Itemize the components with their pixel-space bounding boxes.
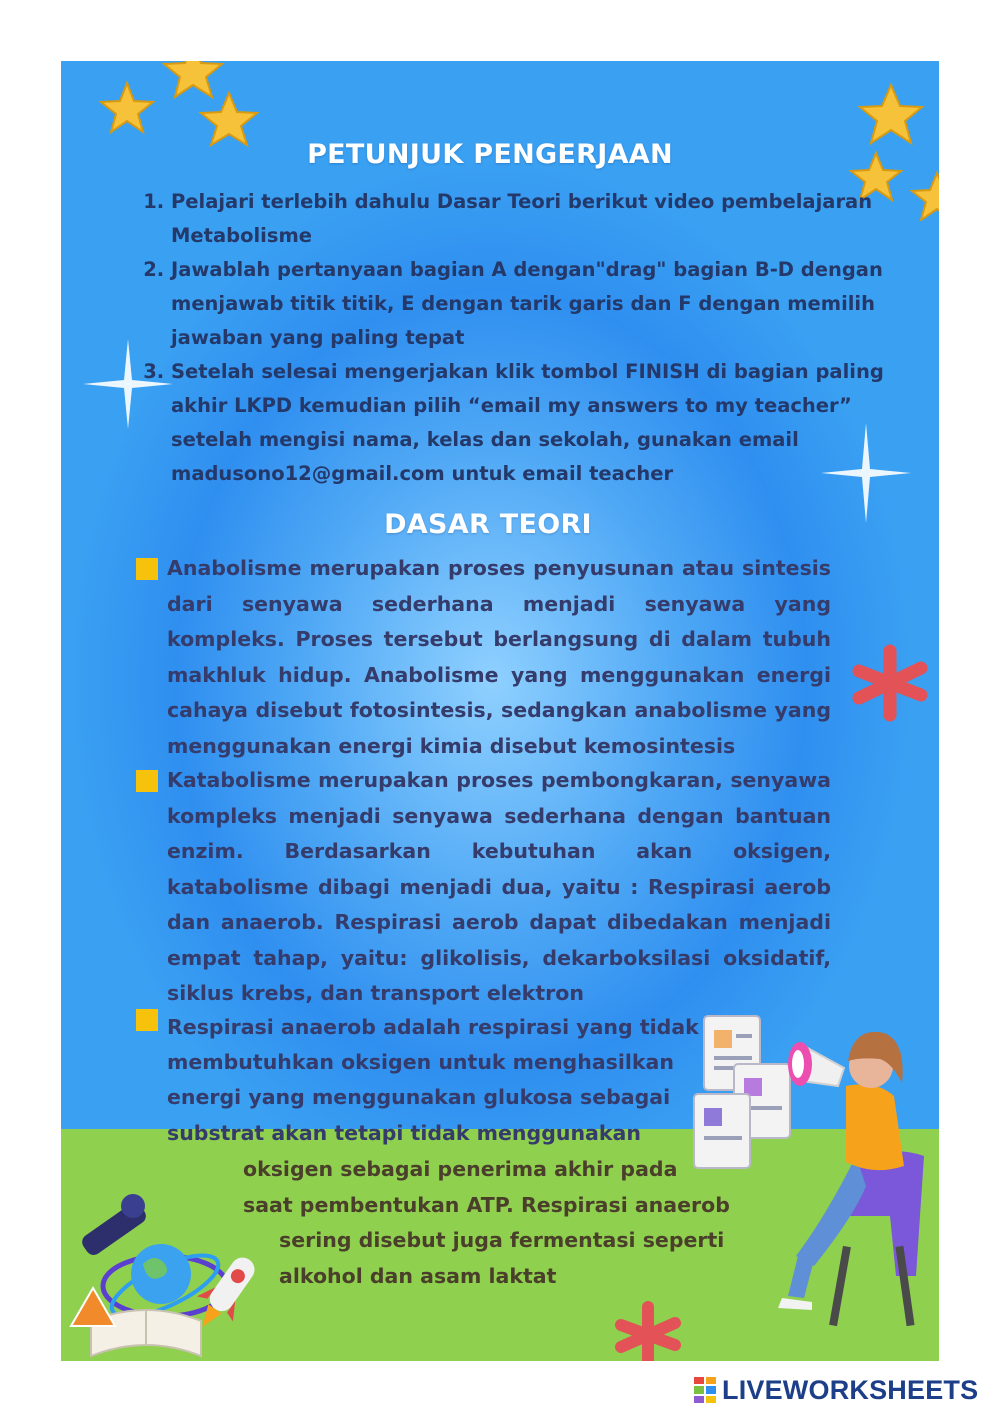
teacher-megaphone-illustration — [686, 1006, 939, 1361]
liveworksheets-logo[interactable] — [694, 1374, 978, 1406]
paragraph-anabolisme: Anabolisme merupakan proses penyusunan atau sintesis dari senyawa sederhana menjadi senyawa yang kompleks. Proses tersebut berlangsung di dalam tubuh makhluk hidup. Anabolisme yang menggunakan energi cahaya disebut fotosintesis, sedangkan anabolisme yang menggunakan energi kimia disebut kemosintesis — [167, 556, 831, 758]
anaerob-line: sering disebut juga fermentasi seperti — [279, 1228, 725, 1252]
liveworksheets-logo-icon — [694, 1377, 716, 1403]
red-asterisk-bottom-icon — [613, 1301, 683, 1361]
worksheet-page — [61, 61, 939, 1361]
bullet-square-icon — [136, 1009, 158, 1031]
brand-name: LIVEWORKSHEETS — [722, 1374, 979, 1405]
instruction-item: 2. Jawablah pertanyaan bagian A dengan"drag" bagian B-D dengan menjawab titik titik, E dengan tarik garis dan F dengan memilih jawaban yang paling tepat — [171, 253, 891, 355]
anaerob-line: alkohol dan asam laktat — [279, 1264, 557, 1288]
instruction-item: 1. Pelajari terlebih dahulu Dasar Teori berikut video pembelajaran Metabolisme — [171, 185, 891, 253]
paragraph-katabolisme: Katabolisme merupakan proses pembongkaran, senyawa kompleks menjadi senyawa sederhana dengan bantuan enzim. Berdasarkan kebutuhan akan oksigen, katabolisme dibagi menjadi dua, yaitu : Respirasi aerob dan anaerob. Respirasi aerob dapat dibedakan menjadi empat tahap, yaitu: glikolisis, dekarboksilasi oksidatif, siklus krebs, dan transport elektron — [167, 768, 831, 1005]
anaerob-line: saat pembentukan ATP. Respirasi anaerob — [243, 1193, 730, 1217]
anaerob-line: Respirasi anaerob adalah respirasi yang tidak — [167, 1015, 699, 1039]
theory-title: DASAR TEORI — [384, 509, 592, 540]
red-asterisk-icon — [851, 643, 929, 723]
anaerob-line: membutuhkan oksigen untuk menghasilkan — [167, 1050, 674, 1074]
instructions-list — [147, 185, 891, 491]
instruction-item: 3. Setelah selesai mengerjakan klik tombol FINISH di bagian paling akhir LKPD kemudian pilih “email my answers to my teacher” setelah mengisi nama, kelas dan sekolah, gunakan email madusono12@gmail.com untuk email teacher — [171, 355, 891, 491]
science-illustration-icon — [61, 1166, 271, 1361]
bullet-square-icon — [136, 770, 158, 792]
instructions-title: PETUNJUK PENGERJAAN — [307, 139, 673, 170]
anaerob-line: energi yang menggunakan glukosa sebagai — [167, 1085, 671, 1109]
anaerob-line: oksigen sebagai penerima akhir pada — [243, 1157, 678, 1181]
anaerob-line: substrat akan tetapi tidak menggunakan — [167, 1121, 641, 1145]
bullet-square-icon — [136, 558, 158, 580]
